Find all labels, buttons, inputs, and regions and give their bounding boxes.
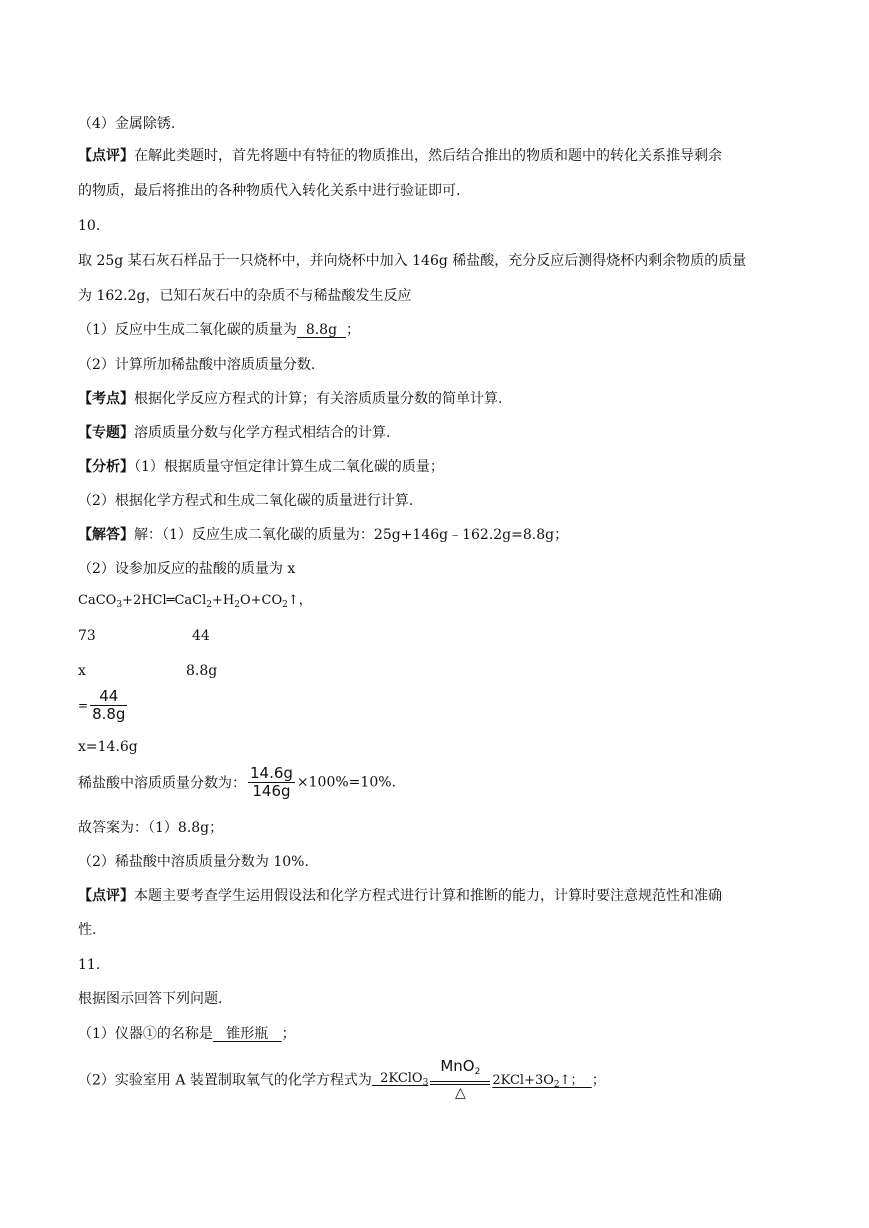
eq-sub: 2 — [234, 600, 240, 610]
fenxi-line — [78, 458, 444, 476]
eq-sub: 2 — [282, 600, 288, 610]
question-11-stem: 根据图示回答下列问题. — [78, 991, 223, 1007]
fenxi-line-2: （2）根据化学方程式和生成二氧化碳的质量进行计算. — [78, 493, 414, 509]
mass-fraction — [248, 765, 295, 800]
ratio-fraction — [90, 688, 127, 723]
mass-row-73: 73 — [78, 628, 96, 644]
review-text: 在解此类题时，首先将题中有特征的物质推出，然后结合推出的物质和题中的转化关系推导剩余 — [134, 148, 722, 164]
q10-review-line-2: 性. — [78, 922, 97, 938]
fraction-line — [78, 765, 396, 800]
question-10-number: 10. — [78, 218, 101, 234]
part1-prefix: （1）反应中生成二氧化碳的质量为 — [78, 322, 297, 338]
review-text: 本题主要考查学生运用假设法和化学方程式进行计算和推断的能力，计算时要注意规范性和准确 — [134, 888, 722, 904]
ratio-line — [78, 688, 129, 723]
question-11-part-2 — [78, 1058, 606, 1101]
eq-part: O+CO — [239, 593, 283, 608]
prev-review-line-2: 的物质，最后将推出的各种物质代入转化关系中进行验证即可. — [78, 183, 461, 199]
question-11-part-1 — [78, 1025, 296, 1043]
question-10-part-1 — [78, 321, 360, 339]
zhuanti-tag: 【专题】 — [78, 425, 134, 441]
fraction-numerator: 14.6g — [250, 764, 293, 782]
ratio-denominator: 8.8g — [92, 705, 126, 723]
fraction-prefix: 稀盐酸中溶质质量分数为： — [78, 775, 246, 792]
prev-item-4: （4）金属除锈. — [78, 116, 176, 132]
catalyst-label: MnO$_2$ — [440, 1057, 481, 1077]
kaodian-text: 根据化学反应方程式的计算；有关溶质质量分数的简单计算. — [134, 391, 503, 407]
set-x-line: （2）设参加反应的盐酸的质量为 x — [78, 561, 296, 577]
mass-row-x: x — [78, 663, 86, 679]
fenxi-text: （1）根据质量守恒定律计算生成二氧化碳的质量； — [134, 459, 444, 475]
eq-part: CaCO — [78, 593, 117, 608]
question-11-number: 11. — [78, 957, 101, 973]
fraction-suffix: ×100%=10%. — [296, 774, 396, 791]
part2-prefix: （2）实验室用 A 装置制取氧气的化学方程式为 — [78, 1072, 372, 1089]
fenxi-tag: 【分析】 — [78, 459, 134, 475]
heat-icon: △ — [454, 1085, 466, 1101]
jieda-line — [78, 526, 568, 544]
zhuanti-line — [78, 424, 390, 442]
answer-line-1: 故答案为：（1）8.8g； — [78, 820, 224, 836]
question-10-stem-1: 取 25g 某石灰石样品于一只烧杯中，并向烧杯中加入 146g 稀盐酸，充分反应后测得烧杯内剩余物质的质量 — [78, 253, 747, 269]
jieda-tag: 【解答】 — [78, 527, 134, 543]
eq-right: 2KCl+3O — [492, 1073, 554, 1088]
part2-suffix: ； — [591, 1072, 606, 1089]
part2-answer — [372, 1071, 428, 1086]
q10-review-line-1 — [78, 887, 798, 905]
mass-row-44: 44 — [192, 628, 210, 644]
eq-part: +2HCl═CaCl — [122, 593, 207, 608]
eq-sub: 3 — [422, 1078, 429, 1088]
review-tag: 【点评】 — [78, 888, 134, 904]
kaodian-tag: 【考点】 — [78, 391, 134, 407]
part1-suffix: ； — [281, 1026, 296, 1042]
reaction-condition — [430, 1058, 490, 1101]
question-10-stem-2: 为 162.2g，已知石灰石中的杂质不与稀盐酸发生反应 — [78, 288, 412, 304]
chemical-equation — [78, 592, 312, 614]
eq-sub: 2 — [206, 600, 213, 610]
question-10-part-2: （2）计算所加稀盐酸中溶质质量分数. — [78, 357, 316, 373]
zhuanti-text: 溶质质量分数与化学方程式相结合的计算. — [134, 425, 391, 441]
x-result: x=14.6g — [78, 739, 138, 755]
part1-answer: 锥形瓶 — [212, 1026, 282, 1042]
ratio-prefix: = — [78, 698, 89, 713]
part2-answer-right — [492, 1073, 591, 1088]
jieda-text: 解：（1）反应生成二氧化碳的质量为：25g+146g﹣162.2g=8.8g； — [134, 527, 569, 543]
eq-part: ↑， — [287, 593, 312, 608]
part1-answer: 8.8g — [296, 322, 346, 338]
eq-part: +H — [212, 593, 235, 608]
part1-prefix: （1）仪器①的名称是 — [78, 1026, 213, 1042]
fraction-denominator: 146g — [252, 782, 291, 800]
part1-suffix: ； — [345, 322, 360, 338]
eq-sub: 2 — [553, 1080, 560, 1090]
eq-left: 2KClO — [371, 1071, 423, 1086]
ratio-numerator: 44 — [90, 688, 127, 706]
eq-sub: 3 — [116, 600, 123, 610]
kaodian-line — [78, 390, 502, 408]
prev-review-line-1 — [78, 147, 798, 165]
review-tag: 【点评】 — [78, 148, 134, 164]
mass-row-8-8g: 8.8g — [186, 663, 218, 679]
answer-line-2: （2）稀盐酸中溶质质量分数为 10%. — [78, 854, 309, 870]
eq-end: ↑； — [559, 1073, 592, 1088]
